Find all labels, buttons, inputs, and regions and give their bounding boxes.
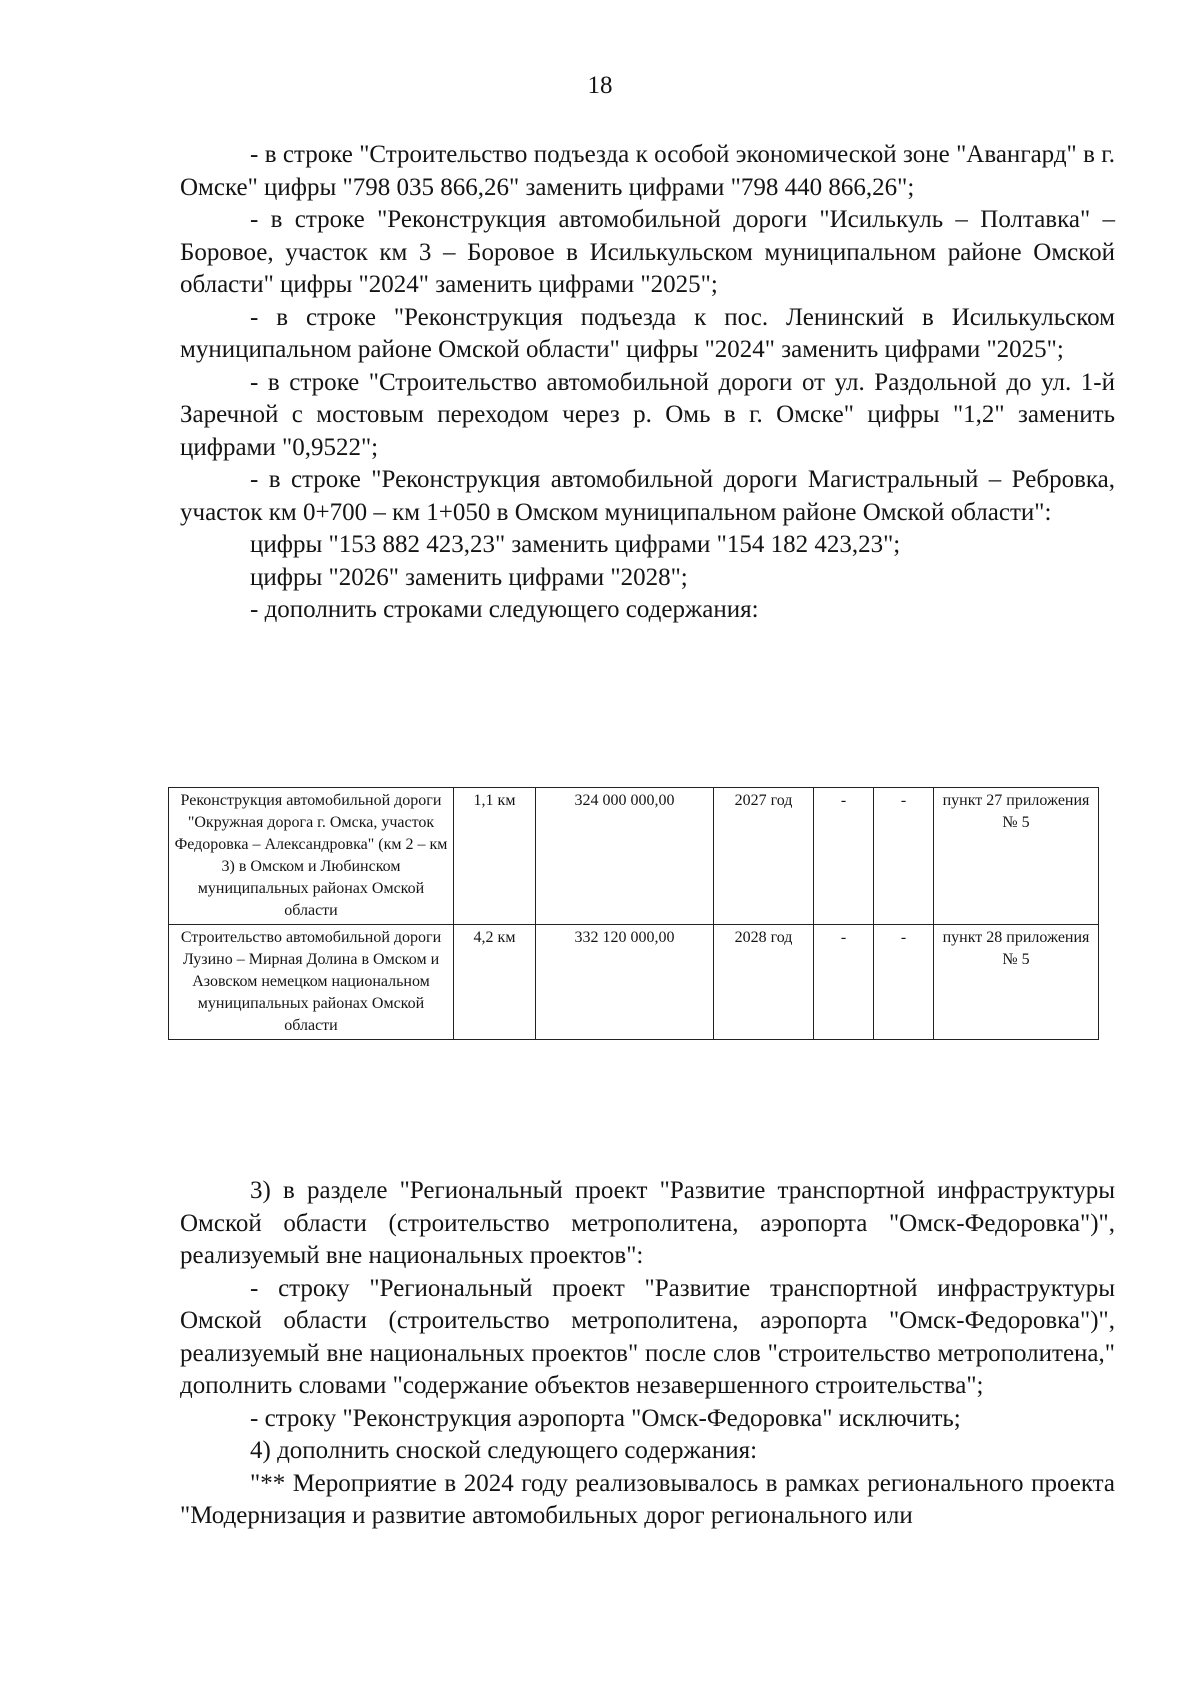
paragraph: - в строке "Строительство подъезда к особой экономической зоне "Авангард" в г. Омске" цифры "798 035 866,26" заменить цифрами "798 440 866,26"; bbox=[180, 141, 1115, 201]
roads-table bbox=[168, 787, 1099, 1040]
table-row bbox=[169, 788, 1099, 925]
table-cell-year: 2027 год bbox=[714, 788, 814, 925]
table-cell-length: 4,2 км bbox=[454, 925, 536, 1040]
paragraph: 3) в разделе "Региональный проект "Развитие транспортной инфраструктуры Омской области (строительство метрополитена, аэропорта "Омск-Федоровка")", реализуемый вне национальных проектов": bbox=[180, 1177, 1115, 1269]
table-cell-name: Реконструкция автомобильной дороги "Окружная дорога г. Омска, участок Федоровка – Александровка" (км 2 – км 3) в Омском и Любинском муниципальных районах Омской области bbox=[169, 788, 454, 925]
paragraph: цифры "153 882 423,23" заменить цифрами "154 182 423,23"; bbox=[250, 531, 901, 558]
table-row bbox=[169, 925, 1099, 1040]
paragraph: 4) дополнить сноской следующего содержания: bbox=[250, 1437, 758, 1464]
paragraph: - строку "Реконструкция аэропорта "Омск-Федоровка" исключить; bbox=[250, 1404, 961, 1432]
table-cell-dash: - bbox=[814, 925, 874, 1040]
page-number: 18 bbox=[587, 72, 613, 99]
table-cell-cost: 324 000 000,00 bbox=[536, 788, 714, 925]
table-cell-cost: 332 120 000,00 bbox=[536, 925, 714, 1040]
paragraph: - строку "Региональный проект "Развитие транспортной инфраструктуры Омской области (строительство метрополитена, аэропорта "Омск-Федоровка")", реализуемый вне национальных проектов" после слов "строительство метрополитена," дополнить словами "содержание объектов незавершенного строительства"; bbox=[180, 1274, 1115, 1399]
table-cell-dash: - bbox=[814, 788, 874, 925]
paragraph: - в строке "Реконструкция автомобильной дороги "Исилькуль – Полтавка" – Боровое, участок км 3 – Боровое в Исилькульском муниципальном районе Омской области" цифры "2024" заменить цифрами "2025"; bbox=[180, 206, 1115, 298]
lower-text-block bbox=[180, 1175, 1115, 1533]
table-cell-length: 1,1 км bbox=[454, 788, 536, 925]
table-cell-name: Строительство автомобильной дороги Лузино – Мирная Долина в Омском и Азовском немецком национальном муниципальных районах Омской области bbox=[169, 925, 454, 1040]
paragraph: - в строке "Строительство автомобильной дороги от ул. Раздольной до ул. 1-й Заречной с мостовым переходом через р. Омь в г. Омске" цифры "1,2" заменить цифрами "0,9522"; bbox=[180, 368, 1115, 461]
table-cell-year: 2028 год bbox=[714, 925, 814, 1040]
paragraph: - в строке "Реконструкция подъезда к пос. Ленинский в Исилькульском муниципальном районе Омской области" цифры "2024" заменить цифрами "2025"; bbox=[180, 303, 1115, 363]
paragraph: - дополнить строками следующего содержания: bbox=[250, 596, 759, 623]
paragraph: - в строке "Реконструкция автомобильной дороги Магистральный – Ребровка, участок км 0+700 – км 1+050 в Омском муниципальном районе Омской области": bbox=[180, 466, 1115, 526]
table-cell-dash: - bbox=[874, 788, 934, 925]
paragraph: "** Мероприятие в 2024 году реализовывалось в рамках регионального проекта "Модернизация и развитие автомобильных дорог регионального или bbox=[180, 1469, 1115, 1529]
upper-text-block bbox=[180, 139, 1115, 627]
table-cell-dash: - bbox=[874, 925, 934, 1040]
table-cell-reference: пункт 28 приложения № 5 bbox=[934, 925, 1099, 1040]
paragraph: цифры "2026" заменить цифрами "2028"; bbox=[250, 563, 688, 591]
table-cell-reference: пункт 27 приложения № 5 bbox=[934, 788, 1099, 925]
